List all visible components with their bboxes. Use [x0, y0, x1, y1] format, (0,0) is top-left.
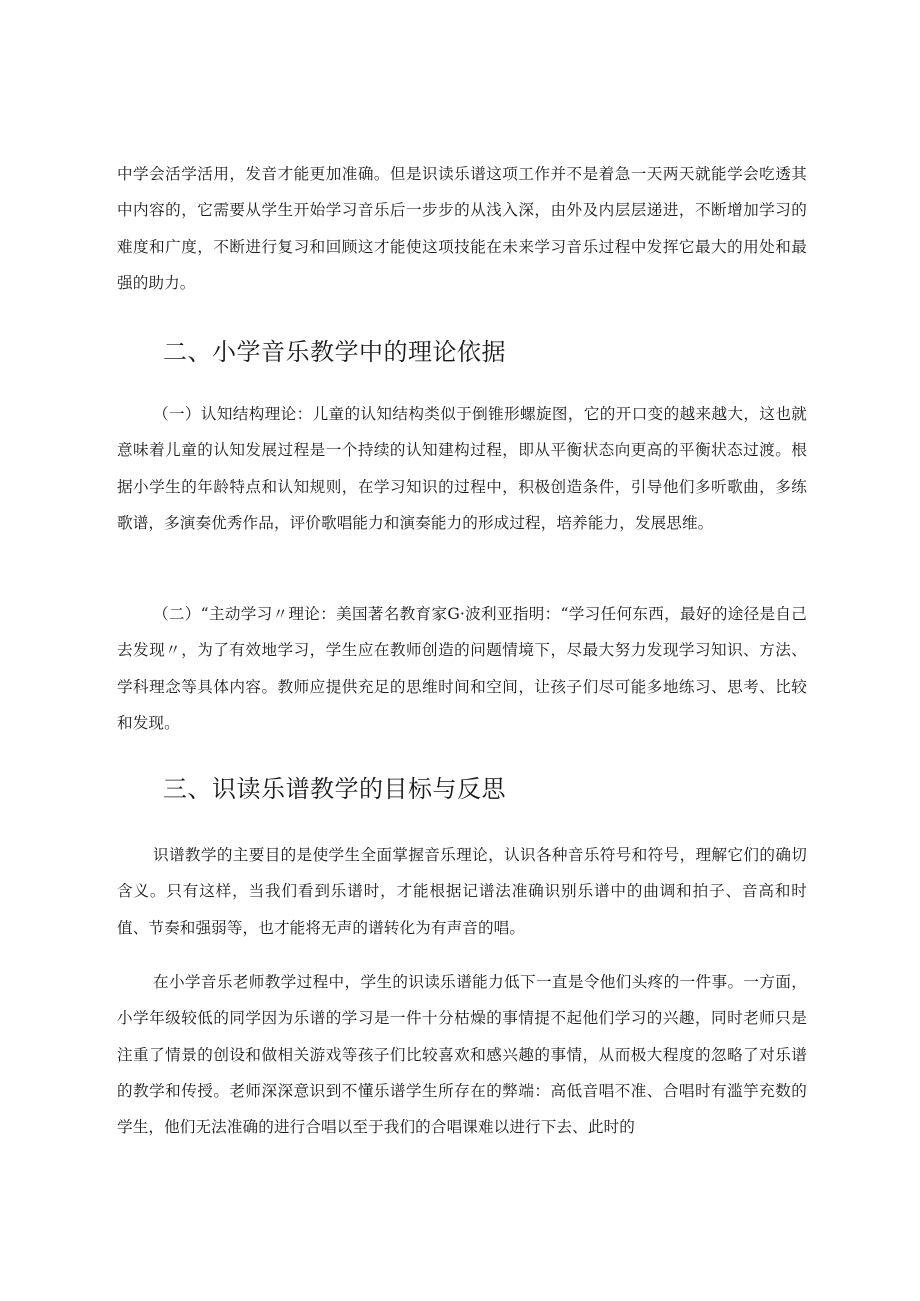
paragraph-teaching-problems: 在小学音乐老师教学过程中，学生的识读乐谱能力低下一直是令他们头疼的一件事。一方面，小学年级较低的同学因为乐谱的学习是一件十分枯燥的事情提不起他们学习的兴趣，同时老师只是注重了情景的创设和做相关游戏等孩子们比较喜欢和感兴趣的事情，从而极大程度的忽略了对乐谱的教学和传授。老师深深意识到不懂乐谱学生所存在的弊端：高低音唱不准、合唱时有滥竽充数的学生，他们无法准确的进行合唱以至于我们的合唱课难以进行下去、此时的 — [117, 973, 807, 1137]
section-heading-theory: 二、小学音乐教学中的理论依据 — [163, 338, 506, 366]
section-heading-goals-reflection: 三、识读乐谱教学的目标与反思 — [163, 775, 506, 803]
paragraph-cognitive-structure-theory: （一）认知结构理论：儿童的认知结构类似于倒锥形螺旋图，它的开口变的越来越大，这也就意味着儿童的认知发展过程是一个持续的认知建构过程，即从平衡状态向更高的平衡状态过渡。根据小学生的年龄特点和认知规则，在学习知识的过程中，积极创造条件，引导他们多听歌曲，多练歌谱，多演奏优秀作品，评价歌唱能力和演奏能力的形成过程，培养能力，发展思维。 — [117, 405, 807, 532]
paragraph-notation-teaching-goal: 识谱教学的主要目的是使学生全面掌握音乐理论，认识各种音乐符号和符号，理解它们的确切含义。只有这样，当我们看到乐谱时，才能根据记谱法准确识别乐谱中的曲调和拍子、音高和时值、节奏和强弱等，也才能将无声的谱转化为有声音的唱。 — [117, 846, 807, 937]
intro-paragraph: 中学会活学活用，发音才能更加准确。但是识读乐谱这项工作并不是着急一天两天就能学会吃透其中内容的，它需要从学生开始学习音乐后一步步的从浅入深，由外及内层层递进，不断增加学习的难度和广度，不断进行复习和回顾这才能使这项技能在未来学习音乐过程中发挥它最大的用处和最强的助力。 — [117, 165, 807, 292]
paragraph-active-learning-theory: （二）“主动学习〃理论：美国著名教育家G·波利亚指明：“学习任何东西，最好的途径是自己去发现〃，为了有效地学习，学生应在教师创造的问题情境下，尽最大努力发现学习知识、方法、学科理念等具体内容。教师应提供充足的思维时间和空间，让孩子们尽可能多地练习、思考、比较和发现。 — [117, 605, 807, 732]
